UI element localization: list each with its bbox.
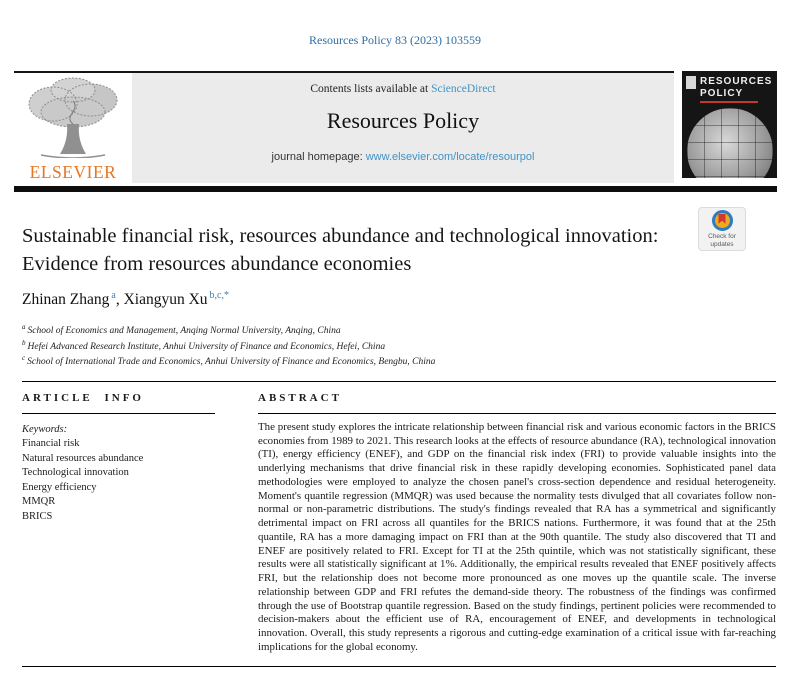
affiliation-c-text: School of International Trade and Economics, Anhui University of Finance and Economics, Bengbu, China: [27, 357, 436, 368]
journal-band: [132, 73, 674, 183]
abstract-heading: ABSTRACT: [258, 392, 776, 414]
author-name-2[interactable]: Xiangyun Xu: [123, 291, 208, 309]
keywords-label: Keywords:: [22, 424, 68, 435]
cover-title-line1: RESOURCES: [700, 76, 773, 87]
author-sup-2: b,c,*: [209, 290, 229, 301]
homepage-line: [132, 151, 674, 163]
affiliation-c-sup: c: [22, 354, 26, 363]
affiliation-a: [22, 323, 435, 339]
article-info-column: [22, 392, 218, 654]
keyword-financial-risk: Financial risk: [22, 438, 80, 450]
keyword-natural-resources-abundance: Natural resources abundance: [22, 452, 144, 464]
affiliation-a-sup: a: [22, 323, 26, 331]
elsevier-wordmark: ELSEVIER: [29, 161, 117, 182]
cover-globe-image: [687, 108, 773, 178]
affiliation-b: [22, 339, 435, 355]
elsevier-logo[interactable]: [14, 73, 132, 183]
badge-label: [708, 233, 736, 249]
article-title: Sustainable financial risk, resources abundance and technological innovation: Evidence from resources abundance economies: [22, 225, 659, 276]
abstract-text: The present study explores the intricate relationship between financial risk and various economic factors in the BRICS economies from 1989 to 2021. This research looks at the effects of resource abundance (RA), technological innovation (TI), energy efficiency (ENEF), and GDP on the financial risk index (FRI) to provide valuable insights into the underlying mechanisms that drive financial risk in these rapidly developing economies. Sophisticated panel data methodologies were employed to analyze the chosen panel's cross-section dependence and residual heterogeneity. Moment's quantile regression (MMQR) was used because the normality tests divulged that all covariates follow non-normal or non-parametric distributions. The study's findings revealed that RA has a symmetrical and significantly detrimental impact on FRI across all quantiles for the BRICS nations. Furthermore, it was found that at the 25th quantile, RA has a more damaging impact on FRI than at the 90th quantile. The study also discovered that TI and ENEF are positively related to FRI. Except for TI at the 25th quintile, which was not statistically significant, these results were all statistically significant at 1%. Additionally, the empirical results revealed that ENEF positively affects FRI, but the relationship does not become more pronounced as one moves up the quantile scale. The inverse relationship between GDP and FRI refutes the demand-side theory. The robustness of the findings was confirmed through the use of Bootstrap quantile regression. Based on the study findings, pertinent policies were recommended to decision-makers about the efficient use of RA, encouragement of ENEF, and developments in technological innovation. Overall, this study represents a rigorous and cutting-edge examination of a critical issue with far-reaching implications for the global economy.: [258, 421, 776, 653]
cover-header: [682, 71, 777, 103]
header-band: [14, 71, 674, 183]
journal-cover-thumbnail[interactable]: [682, 71, 777, 178]
abstract-column: [258, 392, 776, 654]
journal-title: Resources Policy: [326, 108, 480, 133]
cover-subtitle-rule: [700, 101, 758, 103]
section-bottom-rule: [22, 666, 776, 667]
journal-header: [14, 71, 777, 183]
keyword-technological-innovation: Technological innovation: [22, 467, 129, 479]
contents-line: [132, 83, 674, 95]
elsevier-tree-icon: [23, 76, 123, 158]
affiliations: [22, 323, 435, 370]
homepage-link[interactable]: www.elsevier.com/locate/resourpol: [365, 151, 535, 163]
cover-elsevier-mark-icon: [686, 76, 696, 89]
keyword-energy-efficiency: Energy efficiency: [22, 481, 97, 493]
sciencedirect-link[interactable]: ScienceDirect: [431, 83, 496, 95]
crossmark-icon: [712, 210, 733, 231]
author-name-1[interactable]: Zhinan Zhang: [22, 291, 110, 309]
check-for-updates-badge[interactable]: [698, 207, 746, 251]
author-line: [22, 290, 229, 309]
keyword-mmqr: MMQR: [22, 496, 56, 508]
author-sup-1: a: [111, 290, 116, 301]
affiliation-c: [22, 354, 435, 370]
homepage-label: journal homepage:: [271, 151, 366, 163]
info-abstract-columns: [22, 392, 776, 654]
badge-label-line2: updates: [710, 240, 734, 248]
keyword-brics: BRICS: [22, 510, 53, 522]
journal-citation-link[interactable]: Resources Policy 83 (2023) 103559: [309, 33, 481, 47]
bookmark-icon: [719, 214, 726, 224]
section-top-rule: [22, 381, 776, 382]
badge-label-line1: Check for: [708, 232, 736, 240]
affiliation-a-text: School of Economics and Management, Anqing Normal University, Anqing, China: [27, 326, 341, 337]
contents-text: Contents lists available at: [310, 83, 432, 95]
affiliation-b-text: Hefei Advanced Research Institute, Anhui University of Finance and Economics, Hefei, China: [27, 341, 386, 352]
cover-title-line2: POLICY: [700, 87, 744, 99]
affiliation-b-sup: b: [22, 338, 26, 347]
article-info-heading: ARTICLE INFO: [22, 392, 215, 414]
author-separator: ,: [115, 291, 124, 309]
header-divider-bar: [14, 186, 777, 192]
